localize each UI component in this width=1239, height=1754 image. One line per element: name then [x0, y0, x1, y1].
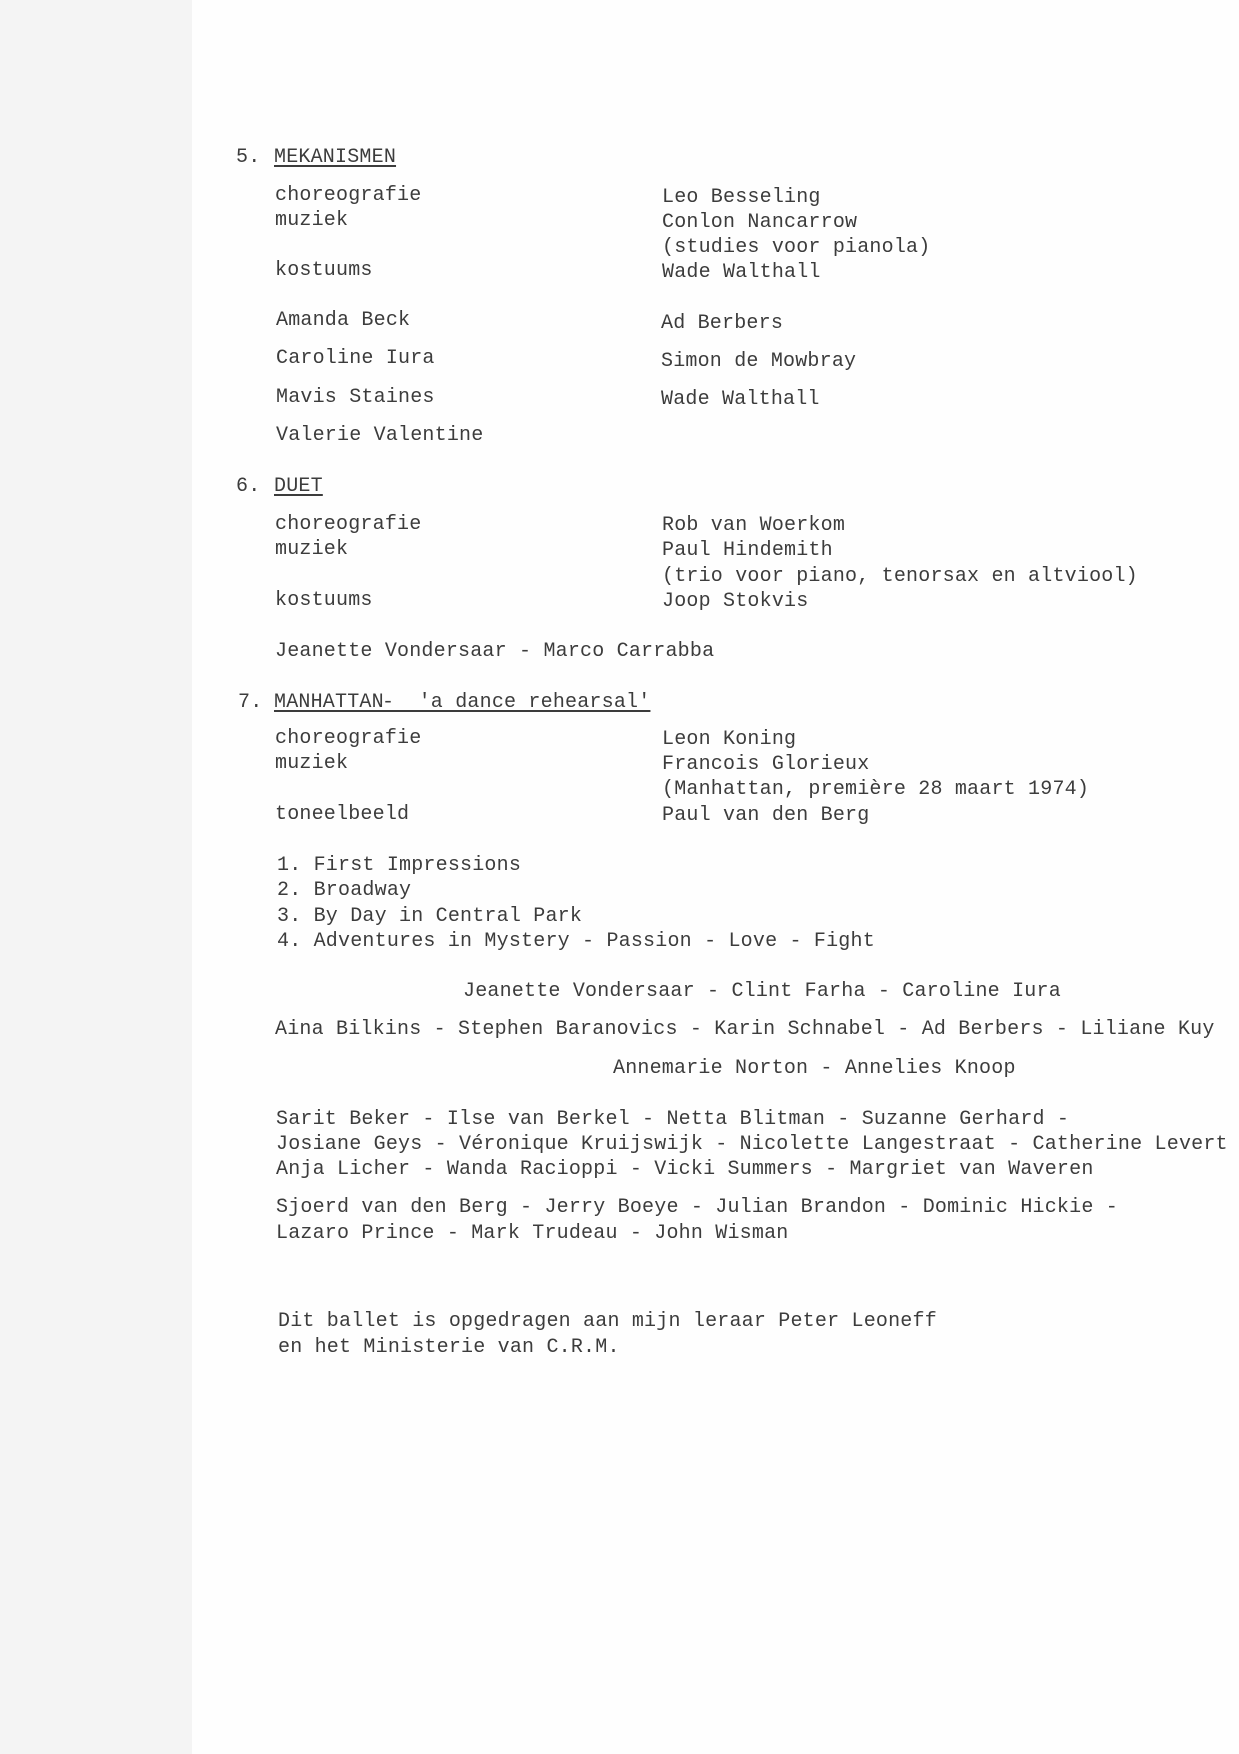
credit-role: choreografie — [275, 513, 422, 536]
cast-line: Josiane Geys - Véronique Kruijswijk - Nicolette Langestraat - Catherine Levert — [276, 1133, 1228, 1156]
cast-line: Sjoerd van den Berg - Jerry Boeye - Julian Brandon - Dominic Hickie - — [276, 1196, 1118, 1219]
credit-role: kostuums — [275, 259, 373, 282]
credit-role: muziek — [275, 538, 349, 561]
cast-line: Jeanette Vondersaar - Clint Farha - Caroline Iura — [463, 980, 1061, 1003]
credit-value: Paul van den Berg — [662, 804, 870, 827]
cast-member: Wade Walthall — [661, 388, 820, 411]
cast-member: Simon de Mowbray — [661, 350, 857, 373]
cast-line: Aina Bilkins - Stephen Baranovics - Karin Schnabel - Ad Berbers - Liliane Kuy — [275, 1018, 1215, 1041]
scan-margin — [0, 0, 192, 1754]
ballet-part: 3. By Day in Central Park — [277, 905, 583, 928]
credit-value: Wade Walthall — [662, 261, 821, 284]
credit-value: Leon Koning — [662, 728, 797, 751]
section-title: DUET — [274, 475, 323, 498]
credit-note: (Manhattan, première 28 maart 1974) — [662, 778, 1090, 801]
credit-value: Francois Glorieux — [662, 753, 870, 776]
section-subtitle: - 'a dance rehearsal' — [382, 691, 651, 714]
cast-member: Ad Berbers — [661, 312, 784, 335]
credit-role: kostuums — [275, 589, 373, 612]
credit-value: Joop Stokvis — [662, 590, 809, 613]
credit-value: Leo Besseling — [662, 186, 821, 209]
section-title: MEKANISMEN — [274, 146, 397, 169]
section-number: 5. — [236, 146, 261, 169]
section-number: 7. — [238, 691, 263, 714]
section-title: MANHATTAN — [274, 691, 384, 714]
credit-role: toneelbeeld — [275, 803, 410, 826]
cast-line: Sarit Beker - Ilse van Berkel - Netta Blitman - Suzanne Gerhard - — [276, 1108, 1070, 1131]
credit-value: Rob van Woerkom — [662, 514, 846, 537]
credit-value: Conlon Nancarrow — [662, 211, 858, 234]
credit-role: muziek — [275, 752, 349, 775]
ballet-part: 4. Adventures in Mystery - Passion - Love - Fight — [277, 930, 875, 953]
dedication-line: Dit ballet is opgedragen aan mijn leraar Peter Leoneff — [278, 1310, 937, 1333]
dedication-line: en het Ministerie van C.R.M. — [278, 1336, 620, 1359]
section-number: 6. — [236, 475, 261, 498]
cast-line: Lazaro Prince - Mark Trudeau - John Wisman — [276, 1222, 789, 1245]
ballet-part: 2. Broadway — [277, 879, 412, 902]
ballet-part: 1. First Impressions — [277, 854, 522, 877]
credit-note: (studies voor pianola) — [662, 236, 931, 259]
cast-member: Mavis Staines — [276, 386, 435, 409]
credit-note: (trio voor piano, tenorsax en altviool) — [662, 565, 1138, 588]
credit-role: choreografie — [275, 184, 422, 207]
cast-member: Valerie Valentine — [276, 424, 484, 447]
cast-member: Caroline Iura — [276, 347, 435, 370]
cast-line: Anja Licher - Wanda Racioppi - Vicki Summers - Margriet van Waveren — [276, 1158, 1094, 1181]
credit-role: muziek — [275, 209, 349, 232]
credit-value: Paul Hindemith — [662, 539, 833, 562]
cast-line: Jeanette Vondersaar - Marco Carrabba — [275, 640, 715, 663]
cast-member: Amanda Beck — [276, 309, 411, 332]
credit-role: choreografie — [275, 727, 422, 750]
cast-line: Annemarie Norton - Annelies Knoop — [613, 1057, 1016, 1080]
